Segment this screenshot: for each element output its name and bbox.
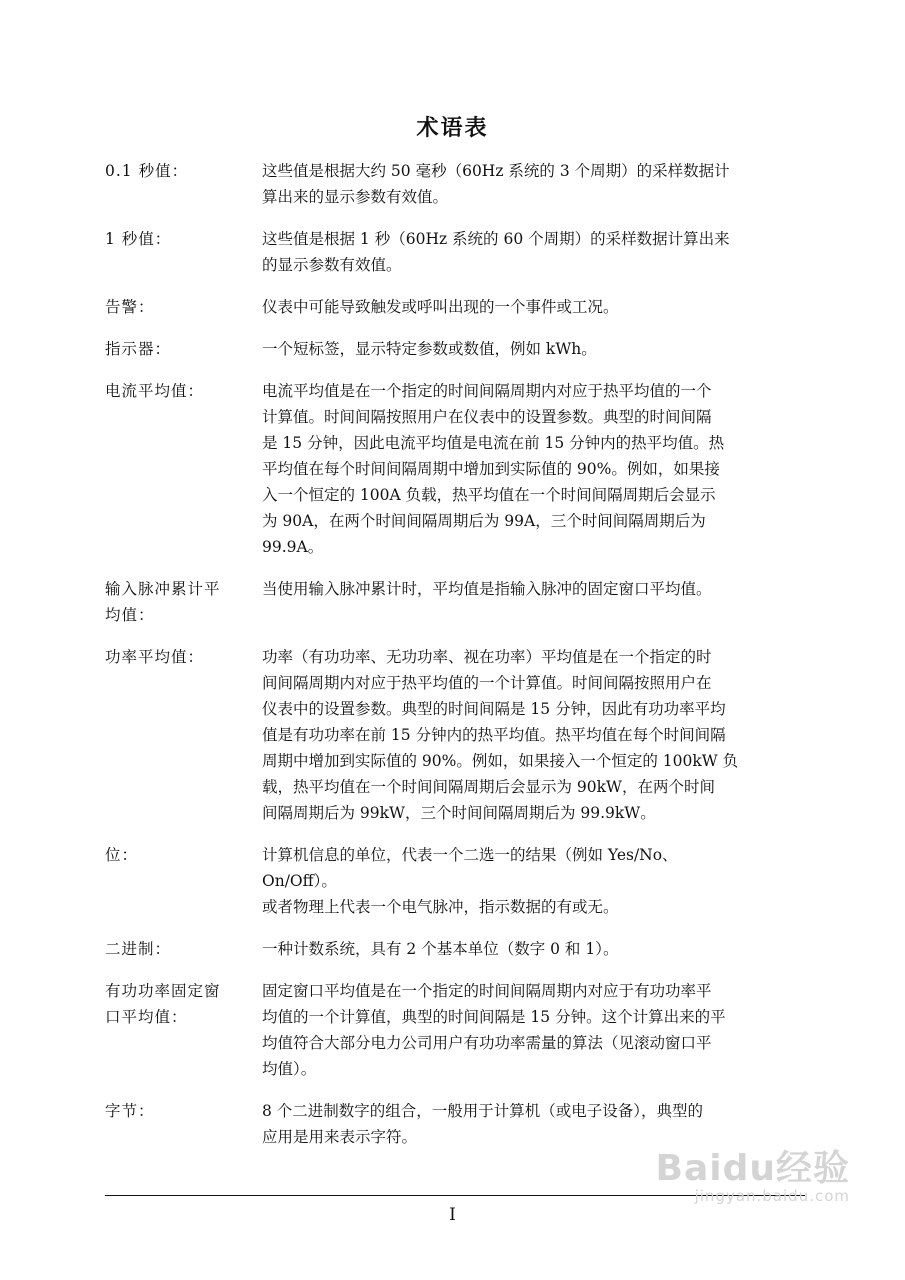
entry-definition <box>262 936 805 962</box>
glossary-entry <box>105 378 805 560</box>
definition-line: 载，热平均值在一个时间间隔周期后会显示为 90kW，在两个时间 <box>262 778 715 796</box>
entry-definition <box>262 378 805 560</box>
definition-line: 值是有功功率在前 15 分钟内的热平均值。热平均值在每个时间间隔 <box>262 726 726 744</box>
entry-term <box>105 158 262 210</box>
definition-line: 的显示参数有效值。 <box>262 256 402 274</box>
glossary-list <box>105 158 805 1166</box>
definition-line: 功率（有功功率、无功功率、视在功率）平均值是在一个指定的时 <box>262 648 712 666</box>
term-line: 功率平均值： <box>105 648 205 666</box>
term-line: 口平均值： <box>105 1008 188 1026</box>
definition-line: 算出来的显示参数有效值。 <box>262 188 449 206</box>
watermark <box>656 1140 850 1205</box>
glossary-entry <box>105 936 805 962</box>
entry-term <box>105 294 262 320</box>
entry-definition <box>262 978 805 1082</box>
definition-line: 这些值是根据 1 秒（60Hz 系统的 60 个周期）的采样数据计算出来 <box>262 230 730 248</box>
definition-line: 均值符合大部分电力公司用户有功功率需量的算法（见滚动窗口平 <box>262 1034 712 1052</box>
definition-line: 均值）。 <box>262 1060 317 1078</box>
entry-definition <box>262 576 805 628</box>
term-line: 电流平均值： <box>105 382 205 400</box>
definition-line: 仪表中可能导致触发或呼叫出现的一个事件或工况。 <box>262 298 619 316</box>
entry-definition <box>262 644 805 826</box>
entry-term <box>105 576 262 628</box>
definition-line: 入一个恒定的 100A 负载，热平均值在一个时间间隔周期后会显示 <box>262 486 716 504</box>
definition-line: 应用是用来表示字符。 <box>262 1128 418 1146</box>
entry-term <box>105 378 262 560</box>
term-line: 指示器： <box>105 340 172 358</box>
glossary-entry <box>105 336 805 362</box>
term-line: 均值： <box>105 606 155 624</box>
definition-line: 间隔周期后为 99kW，三个时间间隔周期后为 99.9kW。 <box>262 804 656 822</box>
entry-term <box>105 936 262 962</box>
entry-term <box>105 644 262 826</box>
definition-line: 固定窗口平均值是在一个指定的时间间隔周期内对应于有功功率平 <box>262 982 712 1000</box>
watermark-logo: Baidu经验 <box>655 1148 850 1189</box>
glossary-entry <box>105 644 805 826</box>
glossary-entry <box>105 978 805 1082</box>
entry-definition <box>262 294 805 320</box>
definition-line: 间间隔周期内对应于热平均值的一个计算值。时间间隔按照用户在 <box>262 674 712 692</box>
definition-line: On/Off）。 <box>262 872 337 890</box>
glossary-entry <box>105 226 805 278</box>
definition-line: 为 90A，在两个时间间隔周期后为 99A，三个时间间隔周期后为 <box>262 512 706 530</box>
definition-line: 电流平均值是在一个指定的时间间隔周期内对应于热平均值的一个 <box>262 382 712 400</box>
definition-line: 当使用输入脉冲累计时，平均值是指输入脉冲的固定窗口平均值。 <box>262 580 712 598</box>
entry-definition <box>262 842 805 920</box>
entry-term <box>105 978 262 1082</box>
term-line: 0.1 秒值： <box>105 162 189 180</box>
term-line: 位： <box>105 846 139 864</box>
definition-line: 平均值在每个时间间隔周期中增加到实际值的 90%。例如，如果接 <box>262 460 720 478</box>
watermark-url: jingyan.baidu.com <box>694 1187 850 1205</box>
definition-line: 周期中增加到实际值的 90%。例如，如果接入一个恒定的 100kW 负 <box>262 752 739 770</box>
definition-line: 仪表中的设置参数。典型的时间间隔是 15 分钟，因此有功功率平均 <box>262 700 726 718</box>
term-line: 告警： <box>105 298 155 316</box>
entry-definition <box>262 158 805 210</box>
definition-line: 计算值。时间间隔按照用户在仪表中的设置参数。典型的时间间隔 <box>262 408 712 426</box>
entry-term <box>105 226 262 278</box>
definition-line: 8 个二进制数字的组合，一般用于计算机（或电子设备），典型的 <box>262 1102 704 1120</box>
term-line: 字节： <box>105 1102 155 1120</box>
entry-term <box>105 842 262 920</box>
definition-line: 一种计数系统，具有 2 个基本单位（数字 0 和 1）。 <box>262 940 619 958</box>
definition-line: 99.9A。 <box>262 538 324 556</box>
term-line: 输入脉冲累计平 <box>105 580 221 598</box>
entry-definition <box>262 336 805 362</box>
glossary-entry <box>105 576 805 628</box>
page-number: I <box>449 1205 456 1225</box>
page-title: 术语表 <box>416 116 489 141</box>
entry-term <box>105 1098 262 1150</box>
definition-line: 或者物理上代表一个电气脉冲，指示数据的有或无。 <box>262 898 619 916</box>
term-line: 1 秒值： <box>105 230 172 248</box>
entry-definition <box>262 226 805 278</box>
entry-term <box>105 336 262 362</box>
definition-line: 计算机信息的单位，代表一个二选一的结果（例如 Yes/No、 <box>262 846 678 864</box>
term-line: 二进制： <box>105 940 172 958</box>
definition-line: 是 15 分钟，因此电流平均值是电流在前 15 分钟内的热平均值。热 <box>262 434 725 452</box>
glossary-entry <box>105 158 805 210</box>
definition-line: 这些值是根据大约 50 毫秒（60Hz 系统的 3 个周期）的采样数据计 <box>262 162 730 180</box>
glossary-entry <box>105 294 805 320</box>
definition-line: 均值的一个计算值，典型的时间间隔是 15 分钟。这个计算出来的平 <box>262 1008 726 1026</box>
term-line: 有功功率固定窗 <box>105 982 221 1000</box>
glossary-entry <box>105 842 805 920</box>
definition-line: 一个短标签，显示特定参数或数值，例如 kWh。 <box>262 340 597 358</box>
